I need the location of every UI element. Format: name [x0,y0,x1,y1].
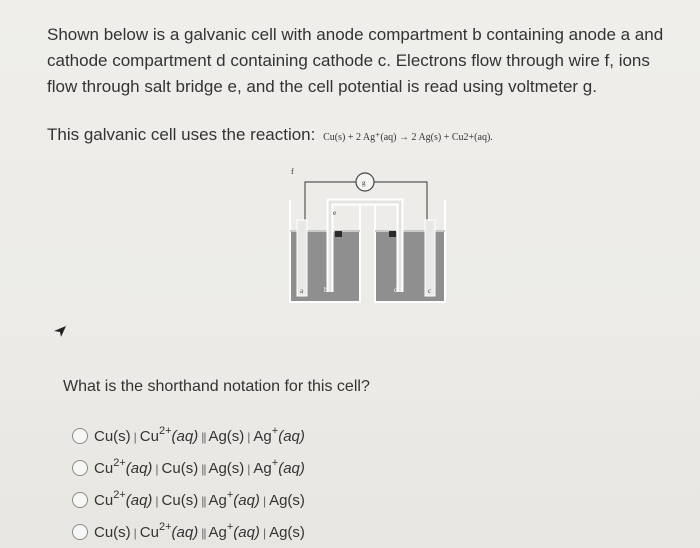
option-3-radio[interactable] [72,492,88,508]
option-4-label[interactable]: Cu(s) | $Cu^{2+}(aq)$ || Ag+(aq) | Ag(s) [94,520,305,541]
anode-electrode [297,220,307,296]
wire-label: f [291,167,294,176]
answer-options [72,420,305,548]
anode-compartment-label: b [324,286,328,294]
cathode-label: c [428,287,432,295]
option-2[interactable] [72,452,305,484]
option-1-label[interactable]: Cu(s) | $Cu^{2+}(aq)$ || Ag(s) | Ag+(aq) [94,424,305,445]
mouse-pointer-icon [52,322,70,340]
reaction-equation: Cu(s) + 2 Ag⁺(aq) → 2 Ag(s) + Cu2+(aq). [323,132,493,143]
cathode-electrode [425,220,435,296]
anode-contact [335,231,342,237]
option-4[interactable] [72,516,305,548]
voltmeter-label: g [362,179,366,187]
problem-statement: Shown below is a galvanic cell with anode compartment b containing anode a and cathode compartment d containing cathode c. Electrons flow through wire f, ions flow through salt bridge e, and the cell potential is read using voltmeter g. [47,25,664,96]
cathode-compartment-label: d [394,286,398,294]
option-2-label[interactable]: $Cu^{2+}(aq)$ | Cu(s) || Ag(s) | Ag+(aq) [94,456,305,477]
galvanic-cell-diagram [275,160,465,310]
reaction-line [47,125,687,145]
anode-label: a [300,287,304,295]
option-1[interactable] [72,420,305,452]
question-text: What is the shorthand notation for this cell? [63,378,370,395]
option-4-radio[interactable] [72,524,88,540]
option-3-label[interactable]: $Cu^{2+}(aq)$ | Cu(s) || Ag+(aq) | Ag(s) [94,488,305,509]
salt-bridge-label: e [333,209,337,217]
option-2-radio[interactable] [72,460,88,476]
option-3[interactable] [72,484,305,516]
option-1-radio[interactable] [72,428,88,444]
cathode-contact [389,231,396,237]
reaction-lead: This galvanic cell uses the reaction: [47,125,316,144]
